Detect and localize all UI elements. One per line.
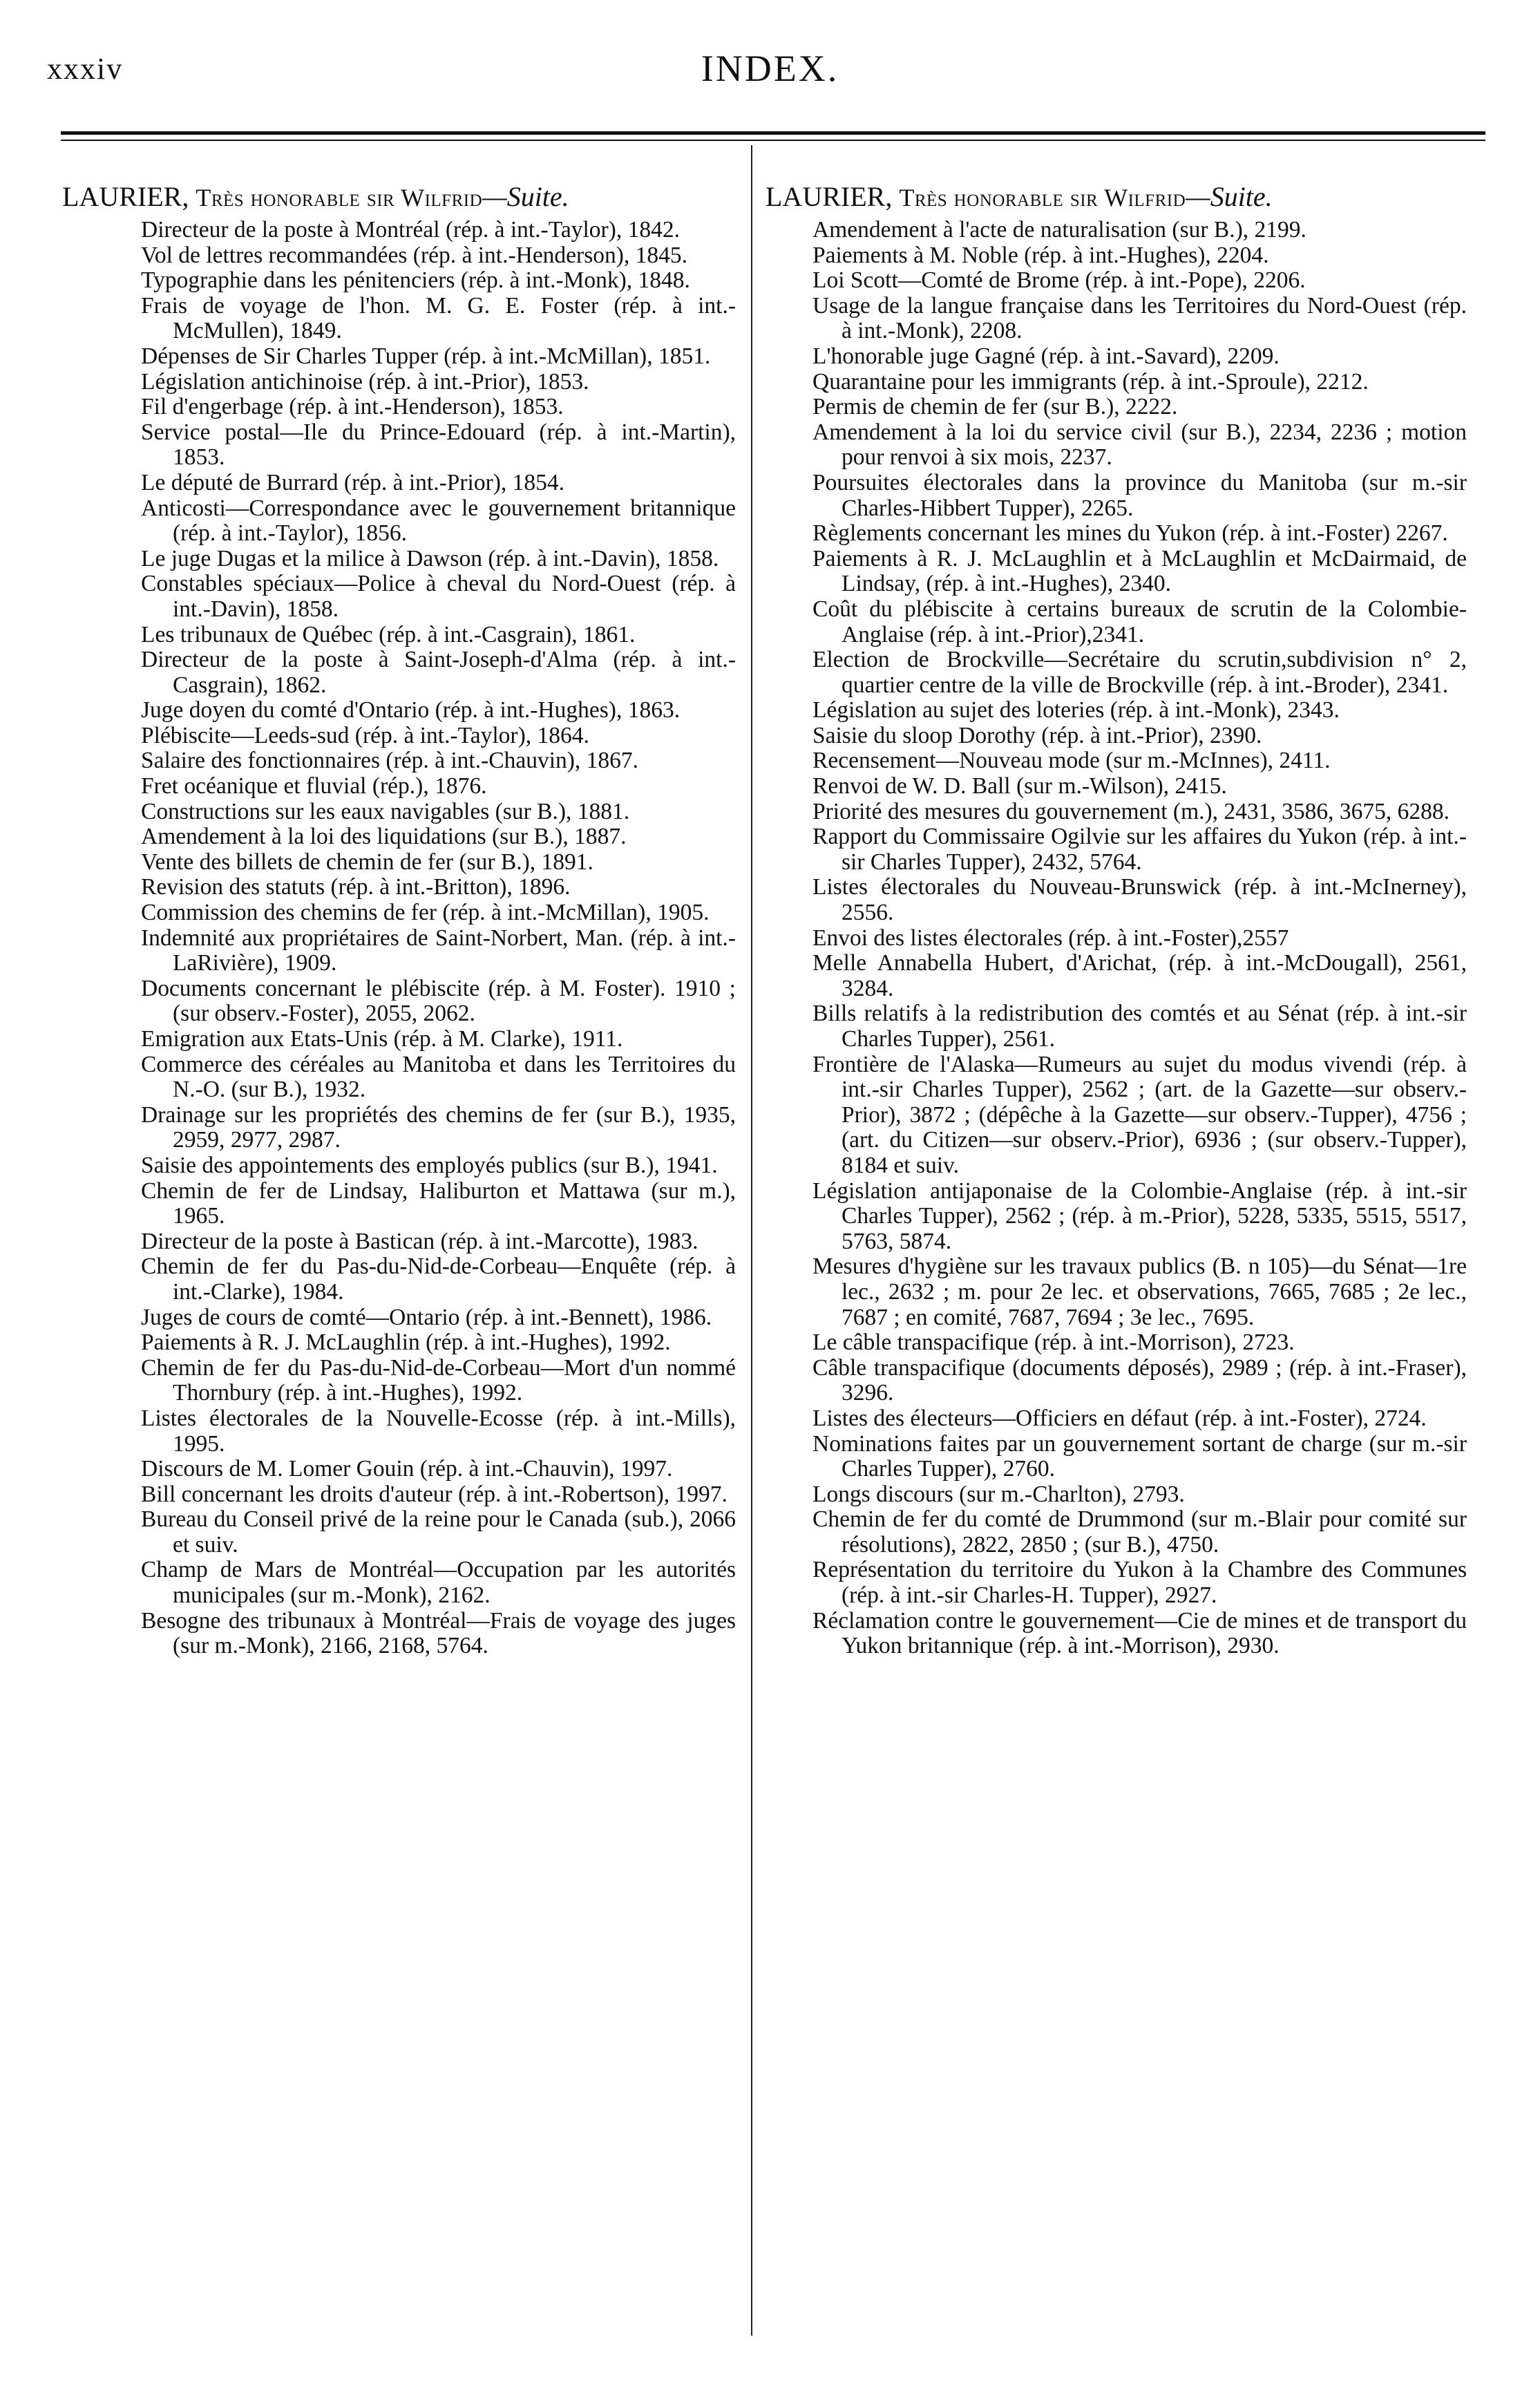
index-entry: Listes des électeurs—Officiers en défaut (rép. à int.-Foster), 2724. [812, 1405, 1427, 1431]
index-entry: Besogne des tribunaux à Montréal—Frais de voyage des juges (sur m.-Monk), 2166, 2168, 5764. [141, 1607, 736, 1659]
page-title: INDEX. [701, 48, 839, 89]
index-entry: Coût du plébiscite à certains bureaux de scrutin de la Colombie-Anglaise (rép. à int.-Prior),2341. [812, 596, 1467, 647]
index-entry: Directeur de la poste à Saint-Joseph-d'Alma (rép. à int.-Casgrain), 1862. [141, 647, 736, 698]
column-divider [751, 145, 752, 2336]
index-entry: Anticosti—Correspondance avec le gouvernement britannique (rép. à int.-Taylor), 1856. [141, 495, 736, 547]
index-entry: Vol de lettres recommandées (rép. à int.-Henderson), 1845. [141, 242, 688, 268]
index-entry: Frontière de l'Alaska—Rumeurs au sujet du modus vivendi (rép. à int.-sir Charles Tupper), 2562 ; (art. de la Gazette—sur observ.-Prior), 3872 ; (dépêche à la Gazette—sur observ.-Tupper), 4756 ; (art. du Citizen—sur observ.-Prior), 6936 ; (sur observ.-Tupper), 8184 et suiv. [812, 1051, 1467, 1178]
index-entry: Service postal—Ile du Prince-Edouard (rép. à int.-Martin), 1853. [141, 419, 736, 471]
index-entry: Poursuites électorales dans la province du Manitoba (sur m.-sir Charles-Hibbert Tupper), 2265. [812, 469, 1467, 521]
heading-name: LAURIER, [62, 181, 189, 212]
index-entry: Indemnité aux propriétaires de Saint-Norbert, Man. (rép. à int.-LaRivière), 1909. [141, 925, 736, 976]
index-entry: Permis de chemin de fer (sur B.), 2222. [812, 394, 1178, 420]
index-entry: Directeur de la poste à Bastican (rép. à int.-Marcotte), 1983. [141, 1228, 698, 1254]
index-entry: Discours de M. Lomer Gouin (rép. à int.-Chauvin), 1997. [141, 1456, 673, 1482]
index-entry: Plébiscite—Leeds-sud (rép. à int.-Taylor), 1864. [141, 722, 589, 748]
index-entry: Règlements concernant les mines du Yukon (rép. à int.-Foster) 2267. [812, 520, 1448, 547]
index-entry: Salaire des fonctionnaires (rép. à int.-Chauvin), 1867. [141, 748, 639, 774]
index-entry: Drainage sur les propriétés des chemins de fer (sur B.), 1935, 2959, 2977, 2987. [141, 1101, 736, 1153]
index-entry: Directeur de la poste à Montréal (rép. à int.-Taylor), 1842. [141, 217, 680, 243]
index-entry: Dépenses de Sir Charles Tupper (rép. à int.-McMillan), 1851. [141, 343, 711, 369]
index-entry: Bill concernant les droits d'auteur (rép. à int.-Robertson), 1997. [141, 1481, 728, 1507]
index-entry: Commerce des céréales au Manitoba et dans les Territoires du N.-O. (sur B.), 1932. [141, 1051, 736, 1103]
heading-name: LAURIER, [766, 181, 893, 212]
header-rule-thin [61, 140, 1485, 141]
index-entry: Les tribunaux de Québec (rép. à int.-Casgrain), 1861. [141, 621, 636, 647]
right-entry-list [766, 218, 1467, 1659]
index-entry: Constructions sur les eaux navigables (sur B.), 1881. [141, 798, 630, 824]
index-entry: Listes électorales du Nouveau-Brunswick (rép. à int.-McInerney), 2556. [812, 874, 1467, 926]
index-entry: Bills relatifs à la redistribution des comtés et au Sénat (rép. à int.-sir Charles Tupper), 2561. [812, 1001, 1467, 1052]
index-entry: Fret océanique et fluvial (rép.), 1876. [141, 773, 487, 800]
index-entry: Législation antichinoise (rép. à int.-Prior), 1853. [141, 368, 589, 395]
right-column [766, 178, 1467, 1659]
index-entry: Amendement à la loi des liquidations (sur B.), 1887. [141, 824, 627, 850]
heading-suite: —Suite. [1186, 181, 1273, 212]
index-entry: Câble transpacifique (documents déposés), 2989 ; (rép. à int.-Fraser), 3296. [812, 1354, 1467, 1406]
index-entry: Quarantaine pour les immigrants (rép. à int.-Sproule), 2212. [812, 368, 1369, 395]
index-entry: Envoi des listes électorales (rép. à int.-Foster),2557 [812, 925, 1289, 951]
page-header [0, 47, 1540, 95]
index-entry: Revision des statuts (rép. à int.-Britton), 1896. [141, 874, 571, 900]
index-entry: Frais de voyage de l'hon. M. G. E. Foster (rép. à int.-McMullen), 1849. [141, 292, 736, 344]
index-entry: Saisie des appointements des employés publics (sur B.), 1941. [141, 1152, 718, 1178]
index-entry: Recensement—Nouveau mode (sur m.-McInnes), 2411. [812, 748, 1331, 774]
index-entry: Chemin de fer de Lindsay, Haliburton et Mattawa (sur m.), 1965. [141, 1177, 736, 1229]
index-entry: Paiements à M. Noble (rép. à int.-Hughes), 2204. [812, 242, 1269, 268]
index-entry: Champ de Mars de Montréal—Occupation par les autorités municipales (sur m.-Monk), 2162. [141, 1557, 736, 1609]
header-rule-thick [61, 131, 1485, 135]
index-entry: Réclamation contre le gouvernement—Cie de mines et de transport du Yukon britannique (rép. à int.-Morrison), 2930. [812, 1607, 1467, 1659]
index-entry: Législation antijaponaise de la Colombie-Anglaise (rép. à int.-sir Charles Tupper), 2562 ; (rép. à m.-Prior), 5228, 5335, 5515, 5517, 5763, 5874. [812, 1177, 1467, 1254]
index-entry: Usage de la langue française dans les Territoires du Nord-Ouest (rép. à int.-Monk), 2208. [812, 292, 1467, 344]
page-number: xxxiv [47, 52, 124, 86]
index-entry: Constables spéciaux—Police à cheval du Nord-Ouest (rép. à int.-Davin), 1858. [141, 571, 736, 622]
index-entry: Melle Annabella Hubert, d'Arichat, (rép. à int.-McDougall), 2561, 3284. [812, 950, 1467, 1001]
index-entry: Loi Scott—Comté de Brome (rép. à int.-Pope), 2206. [812, 267, 1306, 294]
index-entry: Nominations faites par un gouvernement sortant de charge (sur m.-sir Charles Tupper), 2760. [812, 1430, 1467, 1482]
left-column [62, 178, 736, 1659]
index-entry: Longs discours (sur m.-Charlton), 2793. [812, 1481, 1185, 1507]
index-entry: Election de Brockville—Secrétaire du scrutin,subdivision n° 2, quartier centre de la ville de Brockville (rép. à int.-Broder), 2341. [812, 647, 1467, 698]
heading-honorific: Très honorable sir Wilfrid [899, 184, 1186, 211]
index-entry: Juges de cours de comté—Ontario (rép. à int.-Bennett), 1986. [141, 1304, 712, 1330]
left-column-heading [62, 178, 736, 216]
index-entry: Représentation du territoire du Yukon à la Chambre des Communes (rép. à int.-sir Charles-H. Tupper), 2927. [812, 1557, 1467, 1609]
index-entry: Le câble transpacifique (rép. à int.-Morrison), 2723. [812, 1330, 1295, 1356]
index-entry: Le député de Burrard (rép. à int.-Prior), 1854. [141, 469, 565, 495]
index-entry: Listes électorales de la Nouvelle-Ecosse (rép. à int.-Mills), 1995. [141, 1405, 736, 1457]
index-entry: Saisie du sloop Dorothy (rép. à int.-Prior), 2390. [812, 722, 1262, 748]
index-entry: Chemin de fer du Pas-du-Nid-de-Corbeau—Enquête (rép. à int.-Clarke), 1984. [141, 1254, 736, 1305]
index-entry: Législation au sujet des loteries (rép. à int.-Monk), 2343. [812, 697, 1340, 723]
index-entry: Rapport du Commissaire Ogilvie sur les affaires du Yukon (rép. à int.-sir Charles Tupper), 2432, 5764. [812, 824, 1467, 875]
index-entry: Amendement à l'acte de naturalisation (sur B.), 2199. [812, 217, 1306, 243]
heading-suite: —Suite. [482, 181, 569, 212]
index-entry: Juge doyen du comté d'Ontario (rép. à int.-Hughes), 1863. [141, 697, 681, 723]
index-entry: Renvoi de W. D. Ball (sur m.-Wilson), 2415. [812, 773, 1227, 800]
left-entry-list [62, 218, 736, 1659]
index-entry: Vente des billets de chemin de fer (sur B.), 1891. [141, 849, 593, 875]
index-entry: Emigration aux Etats-Unis (rép. à M. Clarke), 1911. [141, 1026, 623, 1052]
index-entry: Amendement à la loi du service civil (sur B.), 2234, 2236 ; motion pour renvoi à six mois, 2237. [812, 419, 1467, 471]
index-entry: Priorité des mesures du gouvernement (m.), 2431, 3586, 3675, 6288. [812, 798, 1450, 824]
index-entry: L'honorable juge Gagné (rép. à int.-Savard), 2209. [812, 343, 1280, 369]
index-entry: Paiements à R. J. McLaughlin (rép. à int.-Hughes), 1992. [141, 1330, 671, 1356]
index-entry: Le juge Dugas et la milice à Dawson (rép. à int.-Davin), 1858. [141, 545, 719, 571]
index-entry: Paiements à R. J. McLaughlin et à McLaughlin et McDairmaid, de Lindsay, (rép. à int.-Hughes), 2340. [812, 545, 1467, 597]
index-entry: Fil d'engerbage (rép. à int.-Henderson), 1853. [141, 394, 564, 420]
index-entry: Mesures d'hygiène sur les travaux publics (B. n 105)—du Sénat—1re lec., 2632 ; m. pour 2e lec. et observations, 7665, 7685 ; 2e lec., 7687 ; en comité, 7687, 7694 ; 3e lec., 7695. [812, 1254, 1467, 1330]
index-entry: Bureau du Conseil privé de la reine pour le Canada (sub.), 2066 et suiv. [141, 1506, 736, 1558]
index-entry: Chemin de fer du Pas-du-Nid-de-Corbeau—Mort d'un nommé Thornbury (rép. à int.-Hughes), 1992. [141, 1354, 736, 1406]
index-entry: Documents concernant le plébiscite (rép. à M. Foster). 1910 ; (sur observ.-Foster), 2055, 2062. [141, 975, 736, 1027]
index-entry: Commission des chemins de fer (rép. à int.-McMillan), 1905. [141, 900, 710, 926]
index-entry: Typographie dans les pénitenciers (rép. à int.-Monk), 1848. [141, 267, 690, 294]
heading-honorific: Très honorable sir Wilfrid [196, 184, 483, 211]
index-entry: Chemin de fer du comté de Drummond (sur m.-Blair pour comité sur résolutions), 2822, 2850 ; (sur B.), 4750. [812, 1506, 1467, 1558]
right-column-heading [766, 178, 1467, 216]
